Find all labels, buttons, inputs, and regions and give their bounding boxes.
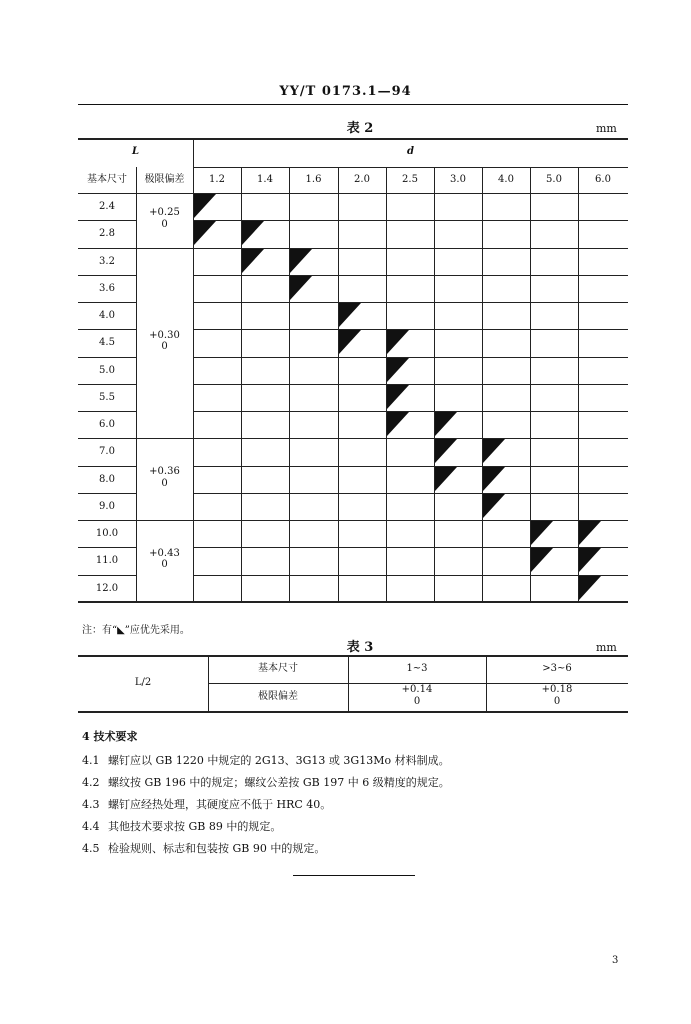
table2-row-label: 5.5 bbox=[99, 391, 115, 403]
section4-item: 4.5 检验规则、标志和包装按 GB 90 中的规定。 bbox=[82, 842, 326, 855]
preferred-marker-icon bbox=[435, 412, 457, 436]
standard-code: YY/T 0173.1—94 bbox=[279, 84, 412, 99]
table2 bbox=[78, 138, 628, 616]
preferred-marker-icon bbox=[483, 439, 505, 463]
preferred-marker-icon bbox=[194, 221, 216, 245]
table2-row-label: 3.6 bbox=[99, 282, 115, 294]
table2-header-d: d bbox=[407, 146, 414, 157]
grid-line bbox=[193, 302, 628, 303]
grid-line bbox=[193, 357, 628, 358]
table2-tolerance-group: +0.36 0 bbox=[149, 466, 180, 489]
table3-head-basic: 基本尺寸 bbox=[258, 663, 298, 674]
table2-d-value: 1.4 bbox=[257, 174, 273, 185]
table2-d-value: 2.0 bbox=[354, 174, 370, 185]
table2-row-label: 9.0 bbox=[99, 500, 115, 512]
table3 bbox=[78, 655, 628, 713]
preferred-marker-icon bbox=[387, 330, 409, 354]
grid-line bbox=[78, 275, 136, 276]
preferred-marker-icon bbox=[242, 221, 264, 245]
grid-line bbox=[78, 357, 136, 358]
table2-d-value: 1.6 bbox=[305, 174, 322, 185]
grid-line bbox=[78, 438, 628, 439]
preferred-marker-icon bbox=[531, 521, 553, 545]
preferred-marker-icon bbox=[483, 494, 505, 518]
table3-row-label: L/2 bbox=[134, 677, 152, 688]
table2-row-label: 5.0 bbox=[99, 364, 115, 376]
grid-line bbox=[193, 384, 628, 385]
grid-line bbox=[78, 329, 136, 330]
table2-row-label: 6.0 bbox=[99, 419, 115, 430]
grid-line bbox=[78, 302, 136, 303]
table3-unit: mm bbox=[596, 641, 617, 654]
table2-row-label: 10.0 bbox=[95, 528, 119, 539]
table2-row-label: 2.8 bbox=[99, 228, 115, 240]
table2-d-value: 4.0 bbox=[498, 174, 514, 185]
preferred-marker-icon bbox=[339, 330, 361, 354]
section4-item: 4.2 螺纹按 GB 196 中的规定；螺纹公差按 GB 197 中 6 级精度的规定。 bbox=[82, 776, 450, 789]
table2-row-label: 4.0 bbox=[99, 310, 115, 321]
table2-header-L: L bbox=[131, 146, 140, 157]
table2-head-basic: 基本尺寸 bbox=[87, 174, 127, 185]
table2-row-label: 8.0 bbox=[99, 473, 115, 485]
table2-caption: 表 2 bbox=[346, 121, 374, 136]
end-rule bbox=[293, 875, 415, 876]
grid-line bbox=[193, 329, 628, 330]
page-number: 3 bbox=[612, 955, 619, 966]
table3-tol-1: +0.14 0 bbox=[401, 684, 433, 707]
preferred-marker-icon bbox=[435, 439, 457, 463]
table3-range-1: 1~3 bbox=[406, 663, 428, 674]
table2-d-value: 5.0 bbox=[546, 174, 562, 185]
grid-line bbox=[78, 220, 136, 221]
section4-title: 4 技术要求 bbox=[82, 730, 138, 743]
preferred-marker-icon bbox=[579, 576, 601, 600]
table2-tolerance-group: +0.30 0 bbox=[149, 329, 180, 353]
preferred-marker-icon bbox=[290, 276, 312, 300]
grid-line bbox=[136, 167, 137, 602]
table2-tolerance-group: +0.25 0 bbox=[149, 207, 180, 230]
table2-row-label: 2.4 bbox=[99, 201, 115, 212]
grid-line bbox=[78, 466, 136, 467]
preferred-marker-icon bbox=[387, 385, 409, 409]
grid-line bbox=[78, 193, 628, 194]
grid-line bbox=[78, 411, 136, 412]
grid-line bbox=[193, 575, 628, 576]
grid-line bbox=[78, 138, 628, 140]
section4-item: 4.3 螺钉应经热处理，其硬度应不低于 HRC 40。 bbox=[82, 798, 332, 811]
grid-line bbox=[78, 384, 136, 385]
table2-row-label: 3.2 bbox=[99, 255, 115, 267]
table2-d-value: 2.5 bbox=[402, 174, 418, 185]
grid-line bbox=[78, 575, 136, 576]
preferred-marker-icon bbox=[290, 249, 312, 273]
grid-line bbox=[78, 547, 136, 548]
table2-d-value: 3.0 bbox=[450, 174, 466, 185]
table3-tol-2: +0.18 0 bbox=[541, 684, 573, 707]
grid-line bbox=[78, 248, 628, 249]
grid-line bbox=[193, 167, 628, 168]
preferred-marker-icon bbox=[531, 548, 553, 572]
grid-line bbox=[193, 411, 628, 412]
grid-line bbox=[193, 547, 628, 548]
header-rule bbox=[78, 104, 628, 105]
preferred-marker-icon bbox=[242, 249, 264, 273]
preferred-marker-icon bbox=[387, 412, 409, 436]
table3-caption: 表 3 bbox=[346, 640, 374, 655]
table2-unit: mm bbox=[596, 122, 617, 135]
grid-line bbox=[193, 275, 628, 276]
preferred-marker-icon bbox=[339, 303, 361, 327]
table3-head-tolerance: 极限偏差 bbox=[258, 691, 298, 702]
preferred-marker-icon bbox=[435, 467, 457, 491]
grid-line bbox=[78, 601, 628, 603]
preferred-marker-icon bbox=[387, 358, 409, 382]
preferred-marker-icon bbox=[579, 521, 601, 545]
preferred-marker-icon bbox=[483, 467, 505, 491]
table2-d-value: 6.0 bbox=[595, 174, 611, 185]
section4-item: 4.1 螺钉应以 GB 1220 中规定的 2G13、3G13 或 3G13Mo 材料制成。 bbox=[82, 754, 450, 767]
table2-note: 注：有“◣”应优先采用。 bbox=[82, 625, 190, 636]
preferred-marker-icon bbox=[579, 548, 601, 572]
table2-tolerance-group: +0.43 0 bbox=[149, 547, 180, 571]
grid-line bbox=[78, 493, 136, 494]
section4-item: 4.4 其他技术要求按 GB 89 中的规定。 bbox=[82, 820, 282, 833]
preferred-marker-icon bbox=[194, 194, 216, 218]
grid-line bbox=[193, 493, 628, 494]
table2-d-value: 1.2 bbox=[209, 174, 225, 185]
table2-head-tolerance: 极限偏差 bbox=[144, 174, 185, 185]
table3-range-2: >3~6 bbox=[542, 663, 572, 674]
grid-line bbox=[193, 466, 628, 467]
table2-row-label: 4.5 bbox=[99, 337, 115, 349]
table2-row-label: 11.0 bbox=[95, 555, 119, 567]
table2-row-label: 7.0 bbox=[99, 446, 115, 458]
table2-row-label: 12.0 bbox=[95, 582, 119, 594]
